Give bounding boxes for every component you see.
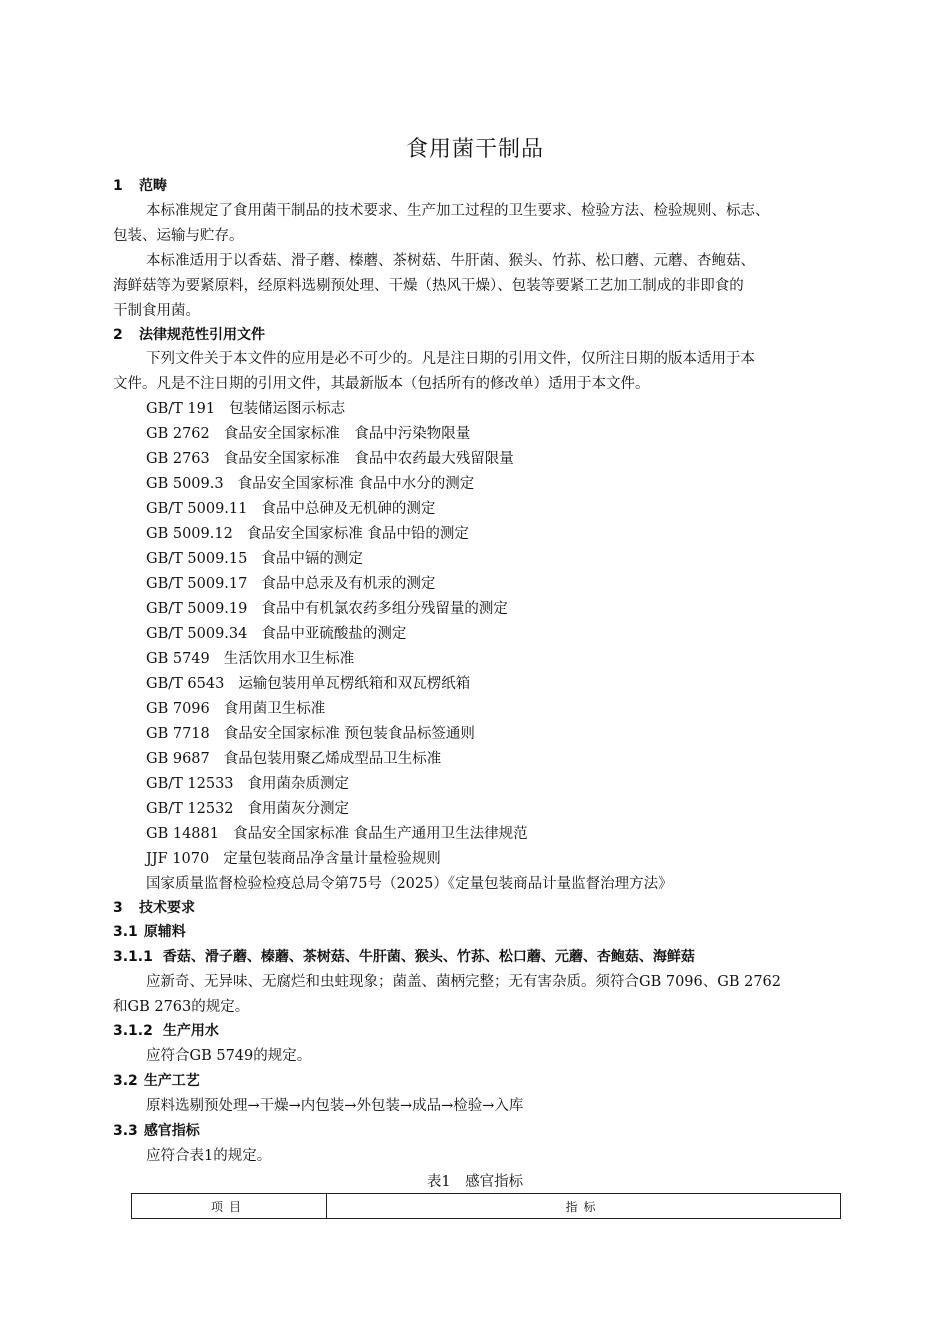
paragraph-line: 文件。凡是不注日期的引用文件，其最新版本（包括所有的修改单）适用于本文件。 bbox=[113, 376, 650, 392]
reference-code: GB/T 12532 bbox=[146, 801, 234, 817]
reference-code: GB/T 5009.15 bbox=[146, 551, 248, 567]
reference-title: 食品中亚硫酸盐的测定 bbox=[261, 626, 407, 642]
section-number: 1 bbox=[113, 178, 123, 194]
reference-item bbox=[146, 799, 349, 819]
section-title: 生产工艺 bbox=[143, 1073, 200, 1089]
paragraph-line: 和GB 2763的规定。 bbox=[113, 999, 250, 1015]
reference-item bbox=[146, 549, 363, 569]
reference-code: GB 9687 bbox=[146, 751, 210, 767]
sensory-index-table bbox=[131, 1193, 841, 1219]
paragraph-line: 海鲜菇等为要紧原料，经原料选剔预处理、干燥（热风干燥）、包装等要紧工艺加工制成的非即食的 bbox=[113, 278, 744, 294]
reference-title: 食品安全国家标准 预包装食品标签通则 bbox=[223, 726, 475, 742]
reference-code: GB 7718 bbox=[146, 726, 210, 742]
paragraph-line: 原料选剔预处理→干燥→内包装→外包装→成品→检验→入库 bbox=[146, 1098, 524, 1114]
reference-item bbox=[146, 774, 349, 794]
section-title: 法律规范性引用文件 bbox=[139, 327, 265, 343]
reference-code: GB/T 5009.17 bbox=[146, 576, 248, 592]
section-2-heading bbox=[113, 325, 265, 345]
reference-code: GB/T 6543 bbox=[146, 676, 225, 692]
reference-title: 食用菌杂质测定 bbox=[247, 776, 350, 792]
subsection-3-2-heading bbox=[113, 1071, 200, 1091]
reference-code: GB/T 12533 bbox=[146, 776, 234, 792]
reference-code: GB/T 5009.11 bbox=[146, 501, 248, 517]
table-header-cell: 项目 bbox=[132, 1194, 327, 1219]
reference-title: 食品安全国家标准 食品中污染物限量 bbox=[223, 426, 471, 442]
reference-title: 食品中有机氯农药多组分残留量的测定 bbox=[261, 601, 508, 617]
reference-title: 食品中总汞及有机汞的测定 bbox=[261, 576, 436, 592]
section-number: 3.2 bbox=[113, 1073, 138, 1089]
section-number: 3.1.1 bbox=[113, 949, 153, 965]
reference-item bbox=[146, 624, 406, 644]
section-title: 感官指标 bbox=[143, 1123, 200, 1139]
reference-item bbox=[146, 699, 325, 719]
subsection-3-1-2-heading bbox=[113, 1021, 219, 1041]
reference-item bbox=[146, 524, 469, 544]
subsection-3-1-1-heading bbox=[113, 947, 695, 967]
section-number: 3.1 bbox=[113, 924, 138, 940]
section-3-heading bbox=[113, 898, 195, 918]
paragraph-line: 本标准规定了食用菌干制品的技术要求、生产加工过程的卫生要求、检验方法、检验规则、标志、 bbox=[146, 203, 770, 219]
reference-title: 食品中镉的测定 bbox=[261, 551, 363, 567]
reference-title: 生活饮用水卫生标准 bbox=[223, 651, 355, 667]
reference-code: GB 2763 bbox=[146, 451, 210, 467]
reference-item bbox=[146, 849, 441, 869]
section-title: 生产用水 bbox=[162, 1023, 219, 1039]
reference-item bbox=[146, 499, 435, 519]
reference-code: GB 7096 bbox=[146, 701, 210, 717]
section-1-heading bbox=[113, 176, 167, 196]
reference-title: 食用菌灰分测定 bbox=[247, 801, 350, 817]
reference-item bbox=[146, 824, 528, 844]
reference-item bbox=[146, 449, 514, 469]
reference-code: JJF 1070 bbox=[146, 851, 210, 867]
section-number: 2 bbox=[113, 327, 123, 343]
reference-code: GB 2762 bbox=[146, 426, 210, 442]
reference-title: 食品中总砷及无机砷的测定 bbox=[261, 501, 436, 517]
subsection-3-3-heading bbox=[113, 1121, 200, 1141]
reference-item bbox=[146, 749, 441, 769]
reference-code: GB/T 5009.19 bbox=[146, 601, 248, 617]
reference-code: GB/T 191 bbox=[146, 401, 216, 417]
paragraph-line: 本标准适用于以香菇、滑子蘑、榛蘑、茶树菇、牛肝菌、猴头、竹荪、松口蘑、元蘑、杏鲍菇、 bbox=[146, 253, 755, 269]
reference-code: GB 5009.3 bbox=[146, 476, 224, 492]
reference-code: GB 14881 bbox=[146, 826, 219, 842]
section-title: 香菇、滑子蘑、榛蘑、茶树菇、牛肝菌、猴头、竹荪、松口蘑、元蘑、杏鲍菇、海鲜菇 bbox=[162, 949, 695, 965]
page-title: 食用菌干制品 bbox=[405, 137, 544, 162]
section-title: 范畴 bbox=[139, 178, 167, 194]
section-title: 原辅料 bbox=[143, 924, 186, 940]
reference-item bbox=[146, 599, 508, 619]
paragraph-line: 应新奇、无异味、无腐烂和虫蛀现象；菌盖、菌柄完整；无有害杂质。须符合GB 7096、GB 2762 bbox=[146, 974, 781, 990]
reference-item bbox=[146, 574, 435, 594]
reference-title: 食品安全国家标准 食品中农药最大残留限量 bbox=[223, 451, 514, 467]
reference-title: 食用菌卫生标准 bbox=[223, 701, 326, 717]
reference-item bbox=[146, 724, 475, 744]
subsection-3-1-heading bbox=[113, 922, 186, 942]
table-header-row bbox=[132, 1194, 841, 1219]
reference-item bbox=[146, 649, 354, 669]
paragraph-line: 应符合GB 5749的规定。 bbox=[146, 1048, 312, 1064]
reference-code: GB 5749 bbox=[146, 651, 210, 667]
reference-item bbox=[146, 474, 474, 494]
reference-item bbox=[146, 674, 470, 694]
reference-title: 包装储运图示标志 bbox=[229, 401, 346, 417]
paragraph-line: 应符合表1的规定。 bbox=[146, 1148, 272, 1164]
reference-code: GB 5009.12 bbox=[146, 526, 233, 542]
section-number: 3 bbox=[113, 900, 123, 916]
reference-title: 运输包装用单瓦楞纸箱和双瓦楞纸箱 bbox=[238, 676, 471, 692]
reference-title: 定量包装商品净含量计量检验规则 bbox=[223, 851, 441, 867]
reference-item: 国家质量监督检验检疫总局令第75号（2025）《定量包装商品计量监督治理方法》 bbox=[146, 876, 673, 892]
reference-item bbox=[146, 424, 470, 444]
table-caption: 表1 感官指标 bbox=[426, 1174, 524, 1190]
reference-title: 食品安全国家标准 食品中铅的测定 bbox=[246, 526, 469, 542]
reference-title: 食品安全国家标准 食品中水分的测定 bbox=[237, 476, 475, 492]
section-number: 3.1.2 bbox=[113, 1023, 153, 1039]
reference-item bbox=[146, 399, 345, 419]
paragraph-line: 下列文件关于本文件的应用是必不可少的。凡是注日期的引用文件，仅所注日期的版本适用于本 bbox=[146, 351, 755, 367]
section-title: 技术要求 bbox=[139, 900, 195, 916]
table-header-cell: 指标 bbox=[327, 1194, 841, 1219]
section-number: 3.3 bbox=[113, 1123, 138, 1139]
paragraph-line: 干制食用菌。 bbox=[113, 303, 200, 319]
paragraph-line: 包装、运输与贮存。 bbox=[113, 228, 244, 244]
reference-code: GB/T 5009.34 bbox=[146, 626, 248, 642]
reference-title: 食品包装用聚乙烯成型品卫生标准 bbox=[223, 751, 442, 767]
reference-title: 食品安全国家标准 食品生产通用卫生法律规范 bbox=[232, 826, 528, 842]
